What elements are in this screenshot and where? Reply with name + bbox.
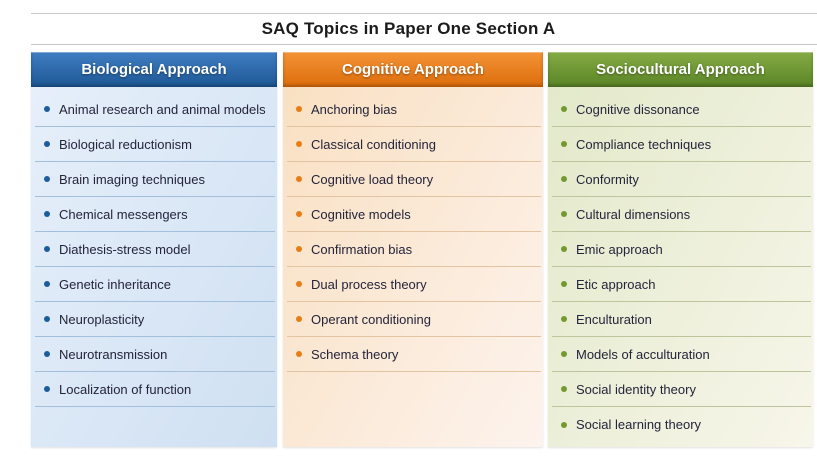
column-body-cognitive bbox=[283, 87, 543, 447]
bullet-icon bbox=[561, 281, 567, 287]
approach-column-sociocultural bbox=[548, 52, 813, 447]
topic-label: Localization of function bbox=[59, 381, 192, 397]
topic-row bbox=[35, 162, 275, 197]
topic-row bbox=[552, 92, 811, 127]
topic-row bbox=[287, 127, 541, 162]
topic-row bbox=[552, 302, 811, 337]
topic-label: Confirmation bias bbox=[311, 241, 413, 257]
bullet-icon bbox=[44, 106, 50, 112]
topic-row bbox=[287, 92, 541, 127]
topic-row bbox=[552, 127, 811, 162]
bullet-icon bbox=[561, 141, 567, 147]
bullet-icon bbox=[296, 106, 302, 112]
bullet-icon bbox=[561, 422, 567, 428]
topic-row bbox=[552, 267, 811, 302]
topic-label: Enculturation bbox=[576, 311, 652, 327]
bullet-icon bbox=[561, 351, 567, 357]
bullet-icon bbox=[44, 141, 50, 147]
topic-row bbox=[287, 197, 541, 232]
bullet-icon bbox=[561, 316, 567, 322]
bullet-icon bbox=[44, 386, 50, 392]
page-title: SAQ Topics in Paper One Section A bbox=[261, 19, 556, 38]
bullet-icon bbox=[44, 176, 50, 182]
topic-label: Neuroplasticity bbox=[59, 311, 145, 327]
title-divider bbox=[31, 44, 817, 45]
topic-row bbox=[35, 92, 275, 127]
topic-row bbox=[552, 197, 811, 232]
bullet-icon bbox=[296, 316, 302, 322]
topic-label: Social identity theory bbox=[576, 381, 696, 397]
topic-label: Brain imaging techniques bbox=[59, 171, 205, 187]
column-header-cognitive: Cognitive Approach bbox=[283, 52, 543, 87]
topic-row bbox=[287, 232, 541, 267]
topic-label: Schema theory bbox=[311, 346, 399, 362]
topic-label: Dual process theory bbox=[311, 276, 427, 292]
bullet-icon bbox=[561, 176, 567, 182]
topic-label: Chemical messengers bbox=[59, 206, 188, 222]
topic-label: Cognitive load theory bbox=[311, 171, 434, 187]
approach-table bbox=[31, 52, 813, 447]
bullet-icon bbox=[296, 351, 302, 357]
column-header-sociocultural: Sociocultural Approach bbox=[548, 52, 813, 87]
topic-row bbox=[35, 127, 275, 162]
bullet-icon bbox=[561, 246, 567, 252]
bullet-icon bbox=[296, 211, 302, 217]
bullet-icon bbox=[296, 176, 302, 182]
topic-row bbox=[552, 407, 811, 442]
topic-list-biological bbox=[31, 92, 277, 407]
topic-label: Cognitive models bbox=[311, 206, 411, 222]
topic-label: Biological reductionism bbox=[59, 136, 192, 152]
topic-label: Models of acculturation bbox=[576, 346, 710, 362]
topic-row bbox=[552, 337, 811, 372]
topic-row bbox=[35, 197, 275, 232]
topic-row bbox=[287, 337, 541, 372]
topic-label: Etic approach bbox=[576, 276, 656, 292]
bullet-icon bbox=[561, 106, 567, 112]
bullet-icon bbox=[44, 211, 50, 217]
topic-label: Cultural dimensions bbox=[576, 206, 691, 222]
topic-row bbox=[35, 337, 275, 372]
bullet-icon bbox=[561, 211, 567, 217]
top-divider bbox=[31, 13, 817, 14]
topic-label: Operant conditioning bbox=[311, 311, 431, 327]
bullet-icon bbox=[296, 281, 302, 287]
topic-label: Classical conditioning bbox=[311, 136, 437, 152]
approach-column-cognitive bbox=[283, 52, 543, 447]
topic-row bbox=[35, 232, 275, 267]
column-body-biological bbox=[31, 87, 277, 447]
topic-label: Conformity bbox=[576, 171, 639, 187]
topic-label: Diathesis-stress model bbox=[59, 241, 191, 257]
column-body-sociocultural bbox=[548, 87, 813, 447]
bullet-icon bbox=[296, 246, 302, 252]
topic-row bbox=[552, 232, 811, 267]
topic-row bbox=[552, 162, 811, 197]
topic-row bbox=[552, 372, 811, 407]
topic-row bbox=[287, 162, 541, 197]
topic-label: Compliance techniques bbox=[576, 136, 712, 152]
topic-label: Social learning theory bbox=[576, 417, 702, 432]
bullet-icon bbox=[44, 246, 50, 252]
topic-row bbox=[35, 372, 275, 407]
column-header-biological: Biological Approach bbox=[31, 52, 277, 87]
bullet-icon bbox=[561, 386, 567, 392]
topic-label: Genetic inheritance bbox=[59, 276, 172, 292]
topic-label: Cognitive dissonance bbox=[576, 101, 700, 117]
bullet-icon bbox=[44, 316, 50, 322]
approach-column-biological bbox=[31, 52, 277, 447]
topic-row bbox=[287, 267, 541, 302]
bullet-icon bbox=[296, 141, 302, 147]
topic-label: Anchoring bias bbox=[311, 101, 397, 117]
topic-label: Neurotransmission bbox=[59, 346, 168, 362]
bullet-icon bbox=[44, 351, 50, 357]
topic-list-cognitive bbox=[283, 92, 543, 372]
bullet-icon bbox=[44, 281, 50, 287]
topic-row bbox=[35, 302, 275, 337]
topic-label: Animal research and animal models bbox=[59, 101, 266, 117]
topic-row bbox=[35, 267, 275, 302]
topic-label: Emic approach bbox=[576, 241, 663, 257]
topic-list-sociocultural bbox=[548, 92, 813, 442]
topic-row bbox=[287, 302, 541, 337]
